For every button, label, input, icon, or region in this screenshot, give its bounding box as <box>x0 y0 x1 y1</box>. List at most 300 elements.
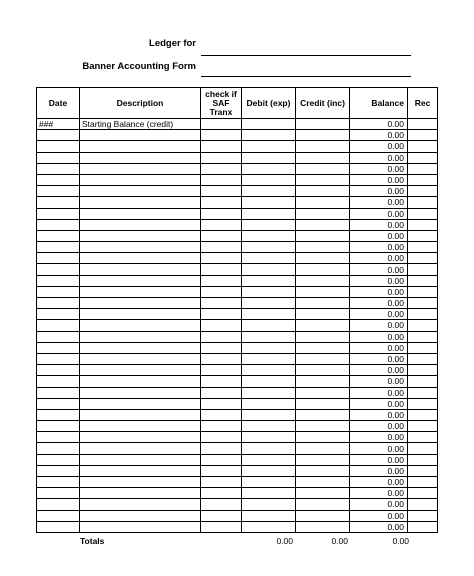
description-cell[interactable] <box>80 320 201 331</box>
saf-check-cell[interactable] <box>201 309 242 320</box>
saf-check-cell[interactable] <box>201 365 242 376</box>
balance-cell[interactable]: 0.00 <box>350 219 408 230</box>
date-cell[interactable] <box>37 230 80 241</box>
balance-cell[interactable]: 0.00 <box>350 242 408 253</box>
debit-cell[interactable] <box>242 421 296 432</box>
credit-cell[interactable] <box>296 365 350 376</box>
form-line[interactable] <box>201 76 411 77</box>
ledger-row <box>37 443 438 454</box>
date-cell[interactable] <box>37 152 80 163</box>
debit-cell[interactable] <box>242 309 296 320</box>
saf-check-cell[interactable] <box>201 477 242 488</box>
rec-cell[interactable] <box>408 521 438 532</box>
credit-cell[interactable] <box>296 432 350 443</box>
ledger-row <box>37 454 438 465</box>
date-cell[interactable] <box>37 264 80 275</box>
rec-cell[interactable] <box>408 331 438 342</box>
saf-check-cell[interactable] <box>201 219 242 230</box>
saf-check-cell[interactable] <box>201 376 242 387</box>
totals-label: Totals <box>80 536 105 546</box>
description-cell[interactable] <box>80 141 201 152</box>
credit-cell[interactable] <box>296 186 350 197</box>
balance-cell[interactable]: 0.00 <box>350 186 408 197</box>
balance-cell[interactable]: 0.00 <box>350 499 408 510</box>
saf-check-cell[interactable] <box>201 253 242 264</box>
ledger-row <box>37 219 438 230</box>
rec-cell[interactable] <box>408 197 438 208</box>
saf-check-cell[interactable] <box>201 320 242 331</box>
rec-cell[interactable] <box>408 454 438 465</box>
balance-cell[interactable]: 0.00 <box>350 197 408 208</box>
saf-check-cell[interactable] <box>201 499 242 510</box>
debit-cell[interactable] <box>242 186 296 197</box>
date-cell[interactable] <box>37 488 80 499</box>
debit-cell[interactable] <box>242 264 296 275</box>
description-cell[interactable] <box>80 465 201 476</box>
balance-cell[interactable]: 0.00 <box>350 342 408 353</box>
balance-cell[interactable]: 0.00 <box>350 141 408 152</box>
rec-cell[interactable] <box>408 320 438 331</box>
debit-cell[interactable] <box>242 353 296 364</box>
saf-check-cell[interactable] <box>201 432 242 443</box>
saf-check-cell[interactable] <box>201 197 242 208</box>
rec-cell[interactable] <box>408 208 438 219</box>
date-cell[interactable] <box>37 174 80 185</box>
credit-cell[interactable] <box>296 141 350 152</box>
rec-cell[interactable] <box>408 376 438 387</box>
saf-check-cell[interactable] <box>201 208 242 219</box>
saf-check-cell[interactable] <box>201 174 242 185</box>
description-cell[interactable] <box>80 421 201 432</box>
ledger-row <box>37 163 438 174</box>
credit-cell[interactable] <box>296 174 350 185</box>
credit-cell[interactable] <box>296 197 350 208</box>
balance-cell[interactable]: 0.00 <box>350 130 408 141</box>
rec-cell[interactable] <box>408 365 438 376</box>
rec-cell[interactable] <box>408 141 438 152</box>
credit-cell[interactable] <box>296 275 350 286</box>
debit-cell[interactable] <box>242 197 296 208</box>
description-cell[interactable] <box>80 521 201 532</box>
balance-cell[interactable]: 0.00 <box>350 365 408 376</box>
saf-check-cell[interactable] <box>201 130 242 141</box>
saf-check-cell[interactable] <box>201 353 242 364</box>
credit-cell[interactable] <box>296 264 350 275</box>
debit-cell[interactable] <box>242 477 296 488</box>
saf-check-cell[interactable] <box>201 275 242 286</box>
date-cell[interactable] <box>37 242 80 253</box>
date-cell[interactable] <box>37 477 80 488</box>
rec-cell[interactable] <box>408 230 438 241</box>
date-cell[interactable] <box>37 421 80 432</box>
description-cell[interactable] <box>80 342 201 353</box>
debit-cell[interactable] <box>242 174 296 185</box>
saf-check-cell[interactable] <box>201 421 242 432</box>
description-cell[interactable] <box>80 477 201 488</box>
ledger-row <box>37 253 438 264</box>
credit-cell[interactable] <box>296 510 350 521</box>
date-cell[interactable] <box>37 275 80 286</box>
date-cell[interactable] <box>37 443 80 454</box>
debit-cell[interactable] <box>242 398 296 409</box>
rec-cell[interactable] <box>408 163 438 174</box>
description-cell[interactable] <box>80 409 201 420</box>
date-cell[interactable] <box>37 309 80 320</box>
date-cell[interactable] <box>37 298 80 309</box>
rec-cell[interactable] <box>408 219 438 230</box>
date-cell[interactable] <box>37 365 80 376</box>
date-cell[interactable] <box>37 320 80 331</box>
description-cell[interactable] <box>80 510 201 521</box>
rec-cell[interactable] <box>408 421 438 432</box>
credit-cell[interactable] <box>296 219 350 230</box>
ledger-row <box>37 320 438 331</box>
balance-cell[interactable]: 0.00 <box>350 510 408 521</box>
credit-cell[interactable] <box>296 421 350 432</box>
date-cell[interactable] <box>37 141 80 152</box>
ledger-row <box>37 421 438 432</box>
date-cell[interactable] <box>37 398 80 409</box>
balance-cell[interactable]: 0.00 <box>350 309 408 320</box>
ledger-row <box>37 488 438 499</box>
date-cell[interactable] <box>37 454 80 465</box>
rec-cell[interactable] <box>408 174 438 185</box>
balance-cell[interactable]: 0.00 <box>350 376 408 387</box>
debit-cell[interactable] <box>242 499 296 510</box>
debit-cell[interactable] <box>242 130 296 141</box>
debit-cell[interactable] <box>242 443 296 454</box>
balance-cell[interactable]: 0.00 <box>350 398 408 409</box>
credit-cell[interactable] <box>296 163 350 174</box>
ledger-row <box>37 510 438 521</box>
ledger-row <box>37 197 438 208</box>
ledger-row <box>37 376 438 387</box>
debit-cell[interactable] <box>242 488 296 499</box>
saf-check-cell[interactable] <box>201 521 242 532</box>
description-cell[interactable] <box>80 264 201 275</box>
credit-cell[interactable] <box>296 477 350 488</box>
description-cell[interactable] <box>80 365 201 376</box>
form-label: Banner Accounting Form <box>82 61 196 72</box>
saf-check-cell[interactable] <box>201 465 242 476</box>
rec-cell[interactable] <box>408 342 438 353</box>
ledger-row <box>37 499 438 510</box>
rec-cell[interactable] <box>408 186 438 197</box>
balance-cell[interactable]: 0.00 <box>350 465 408 476</box>
totals-credit: 0.00 <box>331 536 348 546</box>
credit-cell[interactable] <box>296 309 350 320</box>
balance-cell[interactable]: 0.00 <box>350 264 408 275</box>
saf-check-cell[interactable] <box>201 454 242 465</box>
debit-cell[interactable] <box>242 298 296 309</box>
debit-cell[interactable] <box>242 230 296 241</box>
credit-cell[interactable] <box>296 409 350 420</box>
description-cell[interactable] <box>80 298 201 309</box>
credit-cell[interactable] <box>296 376 350 387</box>
debit-cell[interactable] <box>242 320 296 331</box>
date-cell[interactable] <box>37 432 80 443</box>
credit-cell[interactable] <box>296 454 350 465</box>
rec-cell[interactable] <box>408 275 438 286</box>
col-rec: Rec <box>408 88 438 119</box>
rec-cell[interactable] <box>408 119 438 130</box>
debit-cell[interactable] <box>242 465 296 476</box>
ledger-row <box>37 409 438 420</box>
rec-cell[interactable] <box>408 309 438 320</box>
balance-cell[interactable]: 0.00 <box>350 152 408 163</box>
ledger-row <box>37 286 438 297</box>
saf-check-cell[interactable] <box>201 119 242 130</box>
description-cell[interactable] <box>80 488 201 499</box>
totals-debit: 0.00 <box>276 536 293 546</box>
balance-cell[interactable]: 0.00 <box>350 208 408 219</box>
balance-cell[interactable]: 0.00 <box>350 409 408 420</box>
debit-cell[interactable] <box>242 242 296 253</box>
credit-cell[interactable] <box>296 443 350 454</box>
date-cell[interactable] <box>37 376 80 387</box>
ledger-row <box>37 465 438 476</box>
col-date: Date <box>37 88 80 119</box>
description-cell[interactable] <box>80 286 201 297</box>
debit-cell[interactable] <box>242 331 296 342</box>
date-cell[interactable] <box>37 253 80 264</box>
description-cell[interactable] <box>80 398 201 409</box>
debit-cell[interactable] <box>242 152 296 163</box>
date-cell[interactable] <box>37 163 80 174</box>
saf-check-cell[interactable] <box>201 488 242 499</box>
rec-cell[interactable] <box>408 443 438 454</box>
description-cell[interactable] <box>80 208 201 219</box>
date-cell[interactable] <box>37 465 80 476</box>
date-cell[interactable]: ### <box>37 119 80 130</box>
debit-cell[interactable] <box>242 342 296 353</box>
saf-check-cell[interactable] <box>201 409 242 420</box>
description-cell[interactable] <box>80 219 201 230</box>
debit-cell[interactable] <box>242 219 296 230</box>
debit-cell[interactable] <box>242 141 296 152</box>
debit-cell[interactable] <box>242 253 296 264</box>
description-cell[interactable] <box>80 376 201 387</box>
description-cell[interactable] <box>80 432 201 443</box>
date-cell[interactable] <box>37 521 80 532</box>
debit-cell[interactable] <box>242 376 296 387</box>
balance-cell[interactable]: 0.00 <box>350 286 408 297</box>
ledger-row <box>37 275 438 286</box>
ledger-row <box>37 119 438 130</box>
balance-cell[interactable]: 0.00 <box>350 119 408 130</box>
credit-cell[interactable] <box>296 152 350 163</box>
col-saf-check: check if SAF Tranx <box>201 88 242 119</box>
ledger-row <box>37 309 438 320</box>
description-cell[interactable] <box>80 230 201 241</box>
saf-check-cell[interactable] <box>201 264 242 275</box>
balance-cell[interactable]: 0.00 <box>350 488 408 499</box>
balance-cell[interactable]: 0.00 <box>350 432 408 443</box>
credit-cell[interactable] <box>296 320 350 331</box>
credit-cell[interactable] <box>296 499 350 510</box>
saf-check-cell[interactable] <box>201 163 242 174</box>
credit-cell[interactable] <box>296 119 350 130</box>
saf-check-cell[interactable] <box>201 186 242 197</box>
credit-cell[interactable] <box>296 488 350 499</box>
debit-cell[interactable] <box>242 365 296 376</box>
rec-cell[interactable] <box>408 264 438 275</box>
description-cell[interactable] <box>80 499 201 510</box>
credit-cell[interactable] <box>296 298 350 309</box>
rec-cell[interactable] <box>408 510 438 521</box>
balance-cell[interactable]: 0.00 <box>350 443 408 454</box>
ledger-for-line[interactable] <box>201 55 411 56</box>
date-cell[interactable] <box>37 186 80 197</box>
rec-cell[interactable] <box>408 387 438 398</box>
description-cell[interactable]: Starting Balance (credit) <box>80 119 201 130</box>
description-cell[interactable] <box>80 186 201 197</box>
ledger-row <box>37 398 438 409</box>
saf-check-cell[interactable] <box>201 230 242 241</box>
balance-cell[interactable]: 0.00 <box>350 421 408 432</box>
debit-cell[interactable] <box>242 286 296 297</box>
description-cell[interactable] <box>80 152 201 163</box>
credit-cell[interactable] <box>296 398 350 409</box>
saf-check-cell[interactable] <box>201 152 242 163</box>
date-cell[interactable] <box>37 387 80 398</box>
rec-cell[interactable] <box>408 465 438 476</box>
debit-cell[interactable] <box>242 510 296 521</box>
rec-cell[interactable] <box>408 477 438 488</box>
description-cell[interactable] <box>80 387 201 398</box>
description-cell[interactable] <box>80 163 201 174</box>
rec-cell[interactable] <box>408 242 438 253</box>
debit-cell[interactable] <box>242 454 296 465</box>
date-cell[interactable] <box>37 353 80 364</box>
debit-cell[interactable] <box>242 521 296 532</box>
description-cell[interactable] <box>80 197 201 208</box>
debit-cell[interactable] <box>242 409 296 420</box>
ledger-table <box>36 87 438 533</box>
rec-cell[interactable] <box>408 353 438 364</box>
saf-check-cell[interactable] <box>201 141 242 152</box>
balance-cell[interactable]: 0.00 <box>350 298 408 309</box>
date-cell[interactable] <box>37 409 80 420</box>
balance-cell[interactable]: 0.00 <box>350 174 408 185</box>
debit-cell[interactable] <box>242 432 296 443</box>
ledger-row <box>37 230 438 241</box>
col-description: Description <box>80 88 201 119</box>
totals-balance: 0.00 <box>392 536 409 546</box>
description-cell[interactable] <box>80 309 201 320</box>
saf-check-cell[interactable] <box>201 398 242 409</box>
description-cell[interactable] <box>80 275 201 286</box>
saf-check-cell[interactable] <box>201 443 242 454</box>
description-cell[interactable] <box>80 130 201 141</box>
balance-cell[interactable]: 0.00 <box>350 253 408 264</box>
balance-cell[interactable]: 0.00 <box>350 477 408 488</box>
rec-cell[interactable] <box>408 253 438 264</box>
description-cell[interactable] <box>80 443 201 454</box>
saf-check-cell[interactable] <box>201 387 242 398</box>
debit-cell[interactable] <box>242 208 296 219</box>
saf-check-cell[interactable] <box>201 298 242 309</box>
rec-cell[interactable] <box>408 409 438 420</box>
credit-cell[interactable] <box>296 286 350 297</box>
date-cell[interactable] <box>37 499 80 510</box>
ledger-row <box>37 141 438 152</box>
ledger-body <box>37 119 438 533</box>
date-cell[interactable] <box>37 130 80 141</box>
saf-check-cell[interactable] <box>201 342 242 353</box>
balance-cell[interactable]: 0.00 <box>350 331 408 342</box>
ledger-row <box>37 130 438 141</box>
description-cell[interactable] <box>80 454 201 465</box>
ledger-row <box>37 264 438 275</box>
rec-cell[interactable] <box>408 130 438 141</box>
credit-cell[interactable] <box>296 331 350 342</box>
saf-check-cell[interactable] <box>201 286 242 297</box>
description-cell[interactable] <box>80 242 201 253</box>
debit-cell[interactable] <box>242 163 296 174</box>
description-cell[interactable] <box>80 253 201 264</box>
ledger-row <box>37 186 438 197</box>
debit-cell[interactable] <box>242 387 296 398</box>
date-cell[interactable] <box>37 208 80 219</box>
rec-cell[interactable] <box>408 152 438 163</box>
credit-cell[interactable] <box>296 521 350 532</box>
credit-cell[interactable] <box>296 208 350 219</box>
debit-cell[interactable] <box>242 119 296 130</box>
credit-cell[interactable] <box>296 230 350 241</box>
rec-cell[interactable] <box>408 286 438 297</box>
balance-cell[interactable]: 0.00 <box>350 163 408 174</box>
credit-cell[interactable] <box>296 353 350 364</box>
date-cell[interactable] <box>37 342 80 353</box>
balance-cell[interactable]: 0.00 <box>350 275 408 286</box>
debit-cell[interactable] <box>242 275 296 286</box>
rec-cell[interactable] <box>408 398 438 409</box>
rec-cell[interactable] <box>408 499 438 510</box>
saf-check-cell[interactable] <box>201 331 242 342</box>
description-cell[interactable] <box>80 174 201 185</box>
description-cell[interactable] <box>80 331 201 342</box>
saf-check-cell[interactable] <box>201 242 242 253</box>
ledger-row <box>37 152 438 163</box>
balance-cell[interactable]: 0.00 <box>350 387 408 398</box>
date-cell[interactable] <box>37 197 80 208</box>
description-cell[interactable] <box>80 353 201 364</box>
balance-cell[interactable]: 0.00 <box>350 454 408 465</box>
credit-cell[interactable] <box>296 342 350 353</box>
col-balance: Balance <box>350 88 408 119</box>
date-cell[interactable] <box>37 510 80 521</box>
saf-check-cell[interactable] <box>201 510 242 521</box>
date-cell[interactable] <box>37 286 80 297</box>
rec-cell[interactable] <box>408 298 438 309</box>
rec-cell[interactable] <box>408 432 438 443</box>
credit-cell[interactable] <box>296 242 350 253</box>
credit-cell[interactable] <box>296 465 350 476</box>
balance-cell[interactable]: 0.00 <box>350 320 408 331</box>
date-cell[interactable] <box>37 331 80 342</box>
rec-cell[interactable] <box>408 488 438 499</box>
credit-cell[interactable] <box>296 253 350 264</box>
balance-cell[interactable]: 0.00 <box>350 521 408 532</box>
ledger-row <box>37 242 438 253</box>
credit-cell[interactable] <box>296 130 350 141</box>
date-cell[interactable] <box>37 219 80 230</box>
balance-cell[interactable]: 0.00 <box>350 230 408 241</box>
totals-row <box>36 535 412 549</box>
credit-cell[interactable] <box>296 387 350 398</box>
balance-cell[interactable]: 0.00 <box>350 353 408 364</box>
